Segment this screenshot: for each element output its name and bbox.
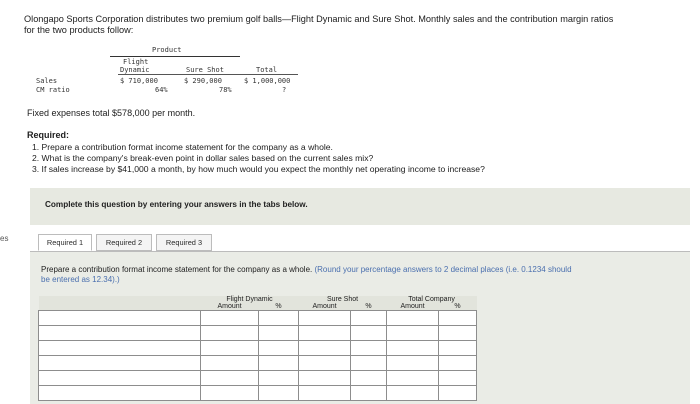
required-item-3: 3. If sales increase by $41,000 a month, by how much would you expect the monthly net operating income to increase? — [32, 164, 485, 174]
sure-amount-input[interactable] — [299, 326, 351, 341]
tab-required-1[interactable]: Required 1 — [38, 234, 92, 251]
tab-required-3[interactable]: Required 3 — [156, 234, 212, 251]
row-label-input[interactable] — [39, 341, 201, 356]
row-sales-label: Sales — [36, 77, 58, 85]
total-percent-input[interactable] — [439, 311, 477, 326]
flight-percent-input[interactable] — [259, 326, 299, 341]
product-header-rule — [110, 56, 240, 57]
flight-amount-input[interactable] — [201, 371, 259, 386]
table-header-subcolumns — [39, 303, 477, 311]
product-col-rule — [118, 74, 298, 75]
table-row — [39, 371, 477, 386]
flight-percent-input[interactable] — [259, 371, 299, 386]
header-sure-shot: Sure Shot — [299, 296, 387, 303]
row-label-input[interactable] — [39, 371, 201, 386]
subheader-percent: % — [351, 303, 387, 311]
total-percent-input[interactable] — [439, 356, 477, 371]
row-label-input[interactable] — [39, 311, 201, 326]
row-label-input[interactable] — [39, 356, 201, 371]
flight-percent-input[interactable] — [259, 356, 299, 371]
flight-amount-input[interactable] — [201, 341, 259, 356]
row-sales-flight: $ 710,000 — [120, 77, 158, 85]
prompt-note: (Round your percentage answers to 2 decimal places (i.e. 0.1234 should be entered as 12.34).) — [41, 265, 572, 284]
flight-amount-input[interactable] — [201, 356, 259, 371]
flight-percent-input[interactable] — [259, 341, 299, 356]
sure-amount-input[interactable] — [299, 356, 351, 371]
row-cm-total: ? — [282, 86, 287, 94]
total-percent-input[interactable] — [439, 386, 477, 401]
table-row — [39, 386, 477, 401]
sure-percent-input[interactable] — [351, 326, 387, 341]
table-row — [39, 311, 477, 326]
sure-amount-input[interactable] — [299, 311, 351, 326]
subheader-amount: Amount — [387, 303, 439, 311]
sure-amount-input[interactable] — [299, 386, 351, 401]
row-sales-sure: $ 290,000 — [184, 77, 222, 85]
subheader-amount: Amount — [299, 303, 351, 311]
total-amount-input[interactable] — [387, 311, 439, 326]
problem-intro: Olongapo Sports Corporation distributes two premium golf balls—Flight Dynamic and Sure Shot. Monthly sales and the contribution margin ratios for the two products follow: — [24, 14, 614, 35]
fixed-expenses-text: Fixed expenses total $578,000 per month. — [27, 108, 196, 118]
table-body — [39, 311, 477, 401]
flight-amount-input[interactable] — [201, 311, 259, 326]
col-flight-line1: Flight — [123, 58, 149, 66]
sure-percent-input[interactable] — [351, 341, 387, 356]
required-item-2: 2. What is the company's break-even point in dollar sales based on the current sales mix? — [32, 153, 374, 163]
header-total-company: Total Company — [387, 296, 477, 303]
row-sales-total: $ 1,000,000 — [244, 77, 291, 85]
sure-amount-input[interactable] — [299, 371, 351, 386]
subheader-percent: % — [259, 303, 299, 311]
flight-percent-input[interactable] — [259, 386, 299, 401]
sure-percent-input[interactable] — [351, 356, 387, 371]
income-statement-table — [38, 296, 477, 401]
table-row — [39, 356, 477, 371]
row-cm-label: CM ratio — [36, 86, 70, 94]
flight-amount-input[interactable] — [201, 386, 259, 401]
sure-percent-input[interactable] — [351, 311, 387, 326]
row-label-input[interactable] — [39, 326, 201, 341]
total-amount-input[interactable] — [387, 326, 439, 341]
total-percent-input[interactable] — [439, 326, 477, 341]
instructions-text: Complete this question by entering your answers in the tabs below. — [45, 200, 308, 209]
required-item-1: 1. Prepare a contribution format income statement for the company as a whole. — [32, 142, 333, 152]
total-amount-input[interactable] — [387, 371, 439, 386]
row-label-input[interactable] — [39, 386, 201, 401]
col-sure-shot: Sure Shot — [186, 66, 224, 74]
sidebar-fragment: es — [0, 234, 9, 243]
total-amount-input[interactable] — [387, 386, 439, 401]
total-amount-input[interactable] — [387, 356, 439, 371]
row-cm-sure: 78% — [219, 86, 232, 94]
subheader-amount: Amount — [201, 303, 259, 311]
col-flight-line2: Dynamic — [120, 66, 150, 74]
sure-percent-input[interactable] — [351, 386, 387, 401]
total-percent-input[interactable] — [439, 371, 477, 386]
table-row — [39, 326, 477, 341]
sure-amount-input[interactable] — [299, 341, 351, 356]
prompt-main: Prepare a contribution format income statement for the company as a whole. — [41, 265, 313, 274]
row-cm-flight: 64% — [155, 86, 168, 94]
total-amount-input[interactable] — [387, 341, 439, 356]
required-title: Required: — [27, 130, 70, 140]
tab-required-2[interactable]: Required 2 — [96, 234, 152, 251]
sure-percent-input[interactable] — [351, 371, 387, 386]
tab-prompt — [41, 265, 581, 285]
table-row — [39, 341, 477, 356]
flight-amount-input[interactable] — [201, 326, 259, 341]
table-header-groups — [39, 296, 477, 303]
total-percent-input[interactable] — [439, 341, 477, 356]
header-flight-dynamic: Flight Dynamic — [201, 296, 299, 303]
subheader-percent: % — [439, 303, 477, 311]
col-total: Total — [256, 66, 278, 74]
product-group-header: Product — [152, 46, 182, 54]
flight-percent-input[interactable] — [259, 311, 299, 326]
